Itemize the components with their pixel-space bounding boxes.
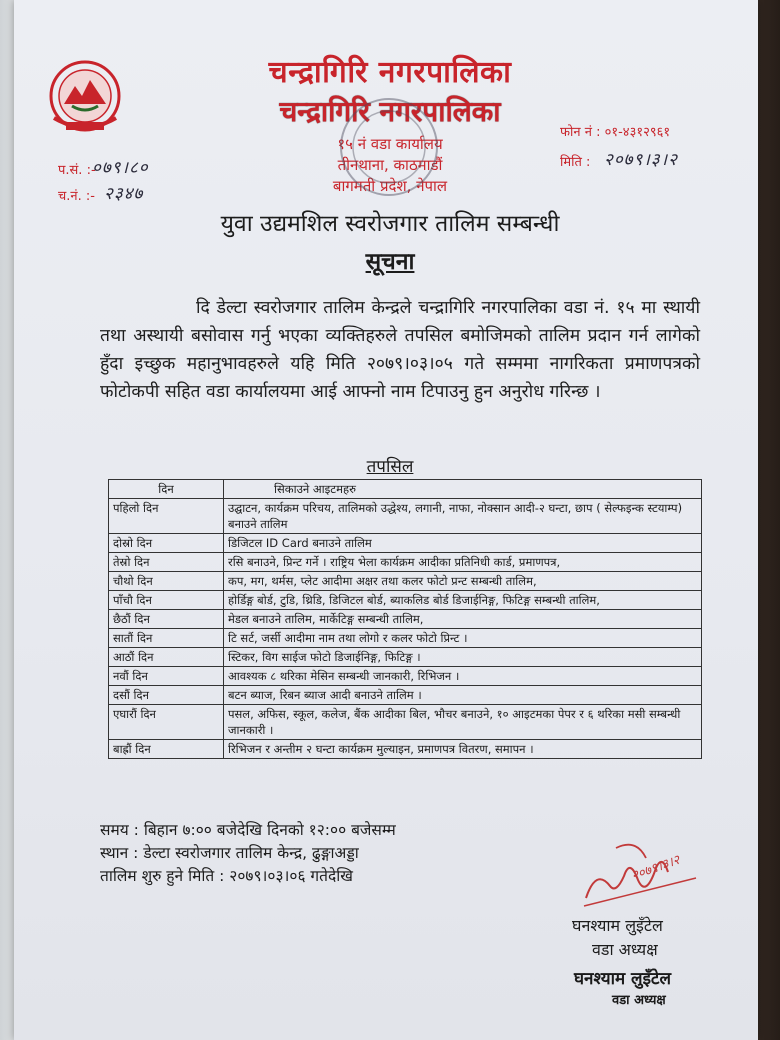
row-day: चौथो दिन (109, 572, 224, 591)
notice-title: युवा उद्यमशिल स्वरोजगार तालिम सम्बन्धी (220, 211, 560, 237)
row-day: छैठौं दिन (109, 610, 224, 629)
phone-number: फोन नं : ०१-४३१२९६१ (560, 125, 671, 140)
training-time: समय : बिहान ७:०० बजेदेखि दिनको १२:०० बजेसम्म (100, 821, 396, 839)
row-items: रसि बनाउने, प्रिन्ट गर्ने । राष्ट्रिय भेला कार्यक्रम आदीका प्रतिनिधी कार्ड, प्रमाणपत्र, (224, 553, 702, 572)
row-items: होर्डिङ्ग बोर्ड, टुडि, थ्रिडि, डिजिटल बोर्ड, ब्याकलिड बोर्ड डिजाईनिङ्ग, फिटिङ्ग सम्बन्धी तालिम, (224, 591, 702, 610)
row-day: दोस्रो दिन (109, 534, 224, 553)
table-row (109, 610, 702, 629)
notice-heading: सूचना (365, 249, 415, 275)
row-items: आवश्यक ८ थरिका मेसिन सम्बन्धी जानकारी, रिभिजन । (224, 667, 702, 686)
ward-office: १५ नं वडा कार्यालय (337, 135, 443, 153)
row-items: डिजिटल ID Card बनाउने तालिम (224, 534, 702, 553)
municipality-name: चन्द्रागिरि नगरपालिका (268, 55, 512, 90)
office-location: तीनथाना, काठमाडौं (337, 156, 443, 174)
notice-body: दि डेल्टा स्वरोजगार तालिम केन्द्रले चन्द्रागिरि नगरपालिका वडा नं. १५ मा स्थायी तथा अस्थायी बसोवास गर्नु भएका व्यक्तिहरुले तपसिल बमोजिमको तालिम प्रदान गर्न लागेको हुँदा इच्छुक महानुभावहरुले यहि मिति २०७९।०३।०५ गते सम्ममा नागरिकता प्रमाणपत्रको फोटोकपी सहित वडा कार्यालयमा आई आफ्नो नाम टिपाउनु हुन अनुरोध गरिन्छ । (100, 298, 700, 402)
row-day: दसौं दिन (109, 686, 224, 705)
table-row (109, 648, 702, 667)
training-start-date: तालिम शुरु हुने मिति : २०७९।०३।०६ गतेदेखि (100, 867, 353, 885)
reference-label: प.सं. :- (58, 163, 96, 178)
table-header-row (109, 480, 702, 499)
signature-date: २०७९।३।२ (629, 852, 682, 885)
table-row (109, 591, 702, 610)
table-row (109, 553, 702, 572)
office-seal-icon (334, 92, 444, 202)
row-items: उद्घाटन, कार्यक्रम परिचय, तालिमको उद्धेश्य, लगानी, नाफा, नोक्सान आदी-२ घन्टा, छाप ( सेल्फइन्क स्टयाम्प) बनाउने तालिम (224, 499, 702, 534)
row-day: आठौं दिन (109, 648, 224, 667)
table-row (109, 705, 702, 740)
row-day: बाह्रौं दिन (109, 740, 224, 759)
schedule-heading: तपसिल (366, 457, 414, 477)
row-day: तेस्रो दिन (109, 553, 224, 572)
training-venue: स्थान : डेल्टा स्वरोजगार तालिम केन्द्र, ढुङ्गाअड्डा (100, 844, 359, 862)
table-row (109, 686, 702, 705)
row-day: सातौं दिन (109, 629, 224, 648)
schedule-table (108, 479, 702, 759)
dispatch-label: च.नं. :- (58, 189, 95, 204)
column-header-day: दिन (109, 480, 224, 499)
row-items: टि सर्ट, जर्सी आदीमा नाम तथा लोगो र कलर फोटो प्रिन्ट । (224, 629, 702, 648)
municipality-name-stamp: चन्द्रागिरि नगरपालिका (279, 95, 501, 128)
table-row (109, 499, 702, 534)
row-items: कप, मग, थर्मस, प्लेट आदीमा अक्षर तथा कलर फोटो प्रन्ट सम्बन्धी तालिम, (224, 572, 702, 591)
name-stamp: घनश्याम लुइँटेल (574, 969, 672, 989)
date-value: २०७९।३।२ (604, 150, 678, 170)
row-items: रिभिजन र अन्तीम २ घन्टा कार्यक्रम मुल्याइन, प्रमाणपत्र वितरण, समापन । (224, 740, 702, 759)
row-items: बटन ब्याज, रिबन ब्याज आदी बनाउने तालिम । (224, 686, 702, 705)
reference-value: ०७९।८० (92, 158, 149, 178)
column-header-items: सिकाउने आइटमहरु (224, 480, 702, 499)
table-row (109, 534, 702, 553)
signatory-designation: वडा अध्यक्ष (592, 940, 658, 959)
row-day: पहिलो दिन (109, 499, 224, 534)
row-day: नवौं दिन (109, 667, 224, 686)
row-day: पाँचौ दिन (109, 591, 224, 610)
signatory-name: घनश्याम लुइँटेल (572, 916, 663, 935)
province: बागमती प्रदेश, नेपाल (332, 177, 448, 195)
row-items: मेडल बनाउने तालिम, मार्केटिङ्ग सम्बन्धी तालिम, (224, 610, 702, 629)
row-day: एघारौं दिन (109, 705, 224, 740)
dispatch-value: २३४७ (104, 184, 144, 204)
row-items: पसल, अफिस, स्कूल, कलेज, बैंक आदीका बिल, भौचर बनाउने, १० आइटमका पेपर र ६ थरिका मसी सम्बन्धी जानकारी । (224, 705, 702, 740)
designation-stamp: वडा अध्यक्ष (612, 993, 666, 1008)
table-row (109, 572, 702, 591)
table-row (109, 740, 702, 759)
table-row (109, 667, 702, 686)
table-row (109, 629, 702, 648)
date-label: मिति : (560, 155, 591, 170)
row-items: स्टिकर, विग साईज फोटो डिजाईनिङ्ग, फिटिङ्ग । (224, 648, 702, 667)
